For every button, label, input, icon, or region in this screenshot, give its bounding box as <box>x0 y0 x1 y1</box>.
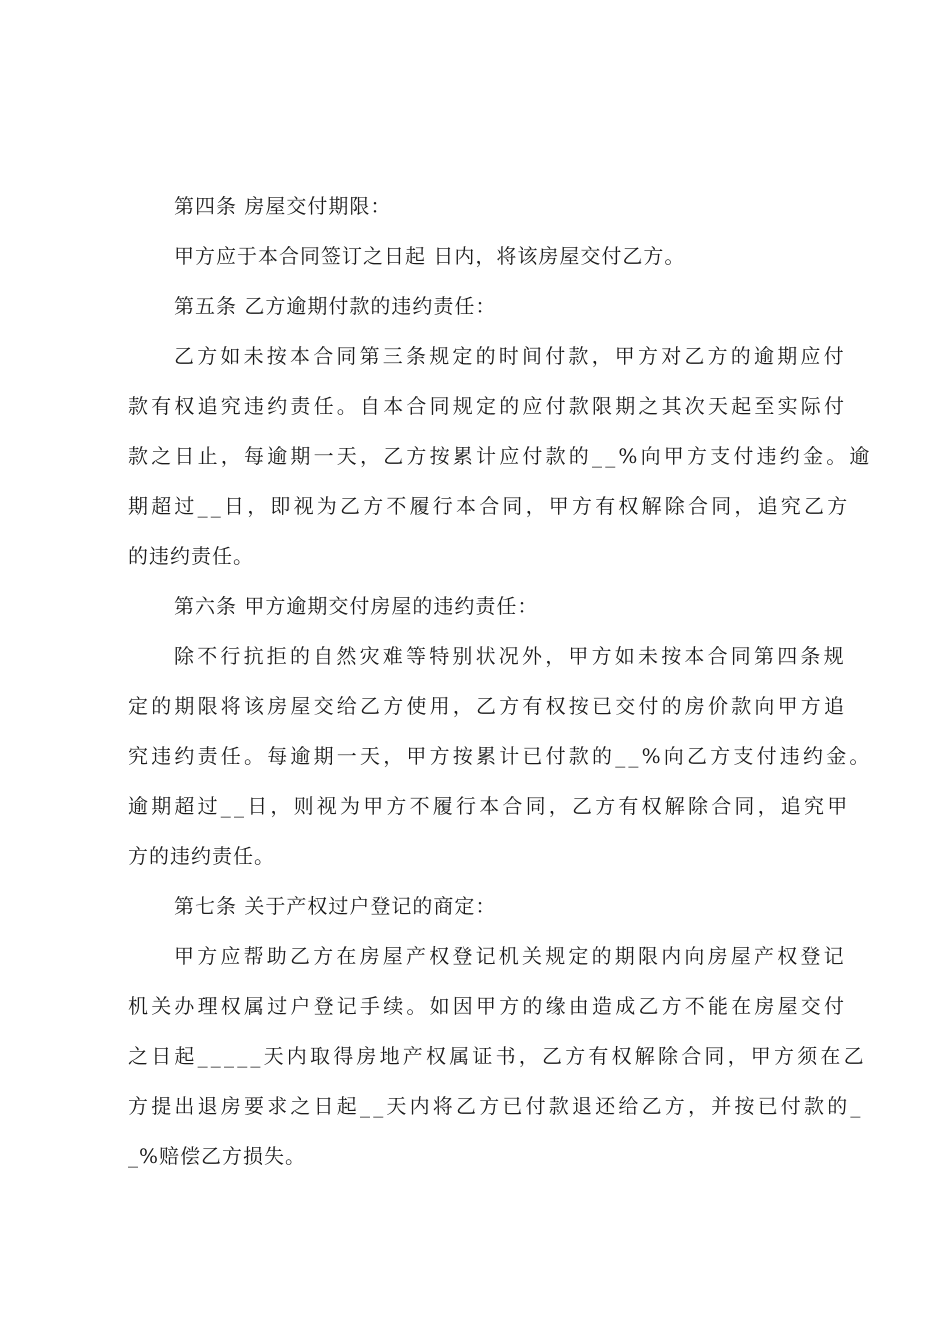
article-4-heading: 第四条 房屋交付期限： <box>174 194 392 218</box>
article-5-body-line: 乙方如未按本合同第三条规定的时间付款，甲方对乙方的逾期应付 <box>174 344 847 368</box>
article-7-heading: 第七条 关于产权过户登记的商定： <box>174 894 497 918</box>
article-5-body-line: 期超过__日，即视为乙方不履行本合同，甲方有权解除合同，追究乙方 <box>128 494 851 518</box>
article-5-body-line: 的违约责任。 <box>128 544 254 568</box>
article-6-body-line: 究违约责任。每逾期一天，甲方按累计已付款的__%向乙方支付违约金。 <box>128 744 873 768</box>
article-6-body-line: 定的期限将该房屋交给乙方使用，乙方有权按已交付的房价款向甲方追 <box>128 694 848 718</box>
article-5-body-line: 款有权追究违约责任。自本合同规定的应付款限期之其次天起至实际付 <box>128 394 848 418</box>
article-6-heading: 第六条 甲方逾期交付房屋的违约责任： <box>174 594 539 618</box>
article-6-body-line: 方的违约责任。 <box>128 844 275 868</box>
article-5-heading: 第五条 乙方逾期付款的违约责任： <box>174 294 497 318</box>
article-7-body-line: 之日起_____天内取得房地产权属证书，乙方有权解除合同，甲方须在乙 <box>128 1044 867 1068</box>
article-6-body-line: 逾期超过__日，则视为甲方不履行本合同，乙方有权解除合同，追究甲 <box>128 794 851 818</box>
article-7-body-line: _%赔偿乙方损失。 <box>128 1144 307 1168</box>
article-7-body-line: 方提出退房要求之日起__天内将乙方已付款退还给乙方，并按已付款的_ <box>128 1094 864 1118</box>
article-7-body-line: 机关办理权属过户登记手续。如因甲方的缘由造成乙方不能在房屋交付 <box>128 994 848 1018</box>
article-5-body-line: 款之日止，每逾期一天，乙方按累计应付款的__%向甲方支付违约金。逾 <box>128 444 873 468</box>
article-7-body-line: 甲方应帮助乙方在房屋产权登记机关规定的期限内向房屋产权登记 <box>174 944 847 968</box>
article-4-body: 甲方应于本合同签订之日起 日内，将该房屋交付乙方。 <box>174 244 686 268</box>
article-6-body-line: 除不行抗拒的自然灾难等特别状况外，甲方如未按本合同第四条规 <box>174 644 847 668</box>
